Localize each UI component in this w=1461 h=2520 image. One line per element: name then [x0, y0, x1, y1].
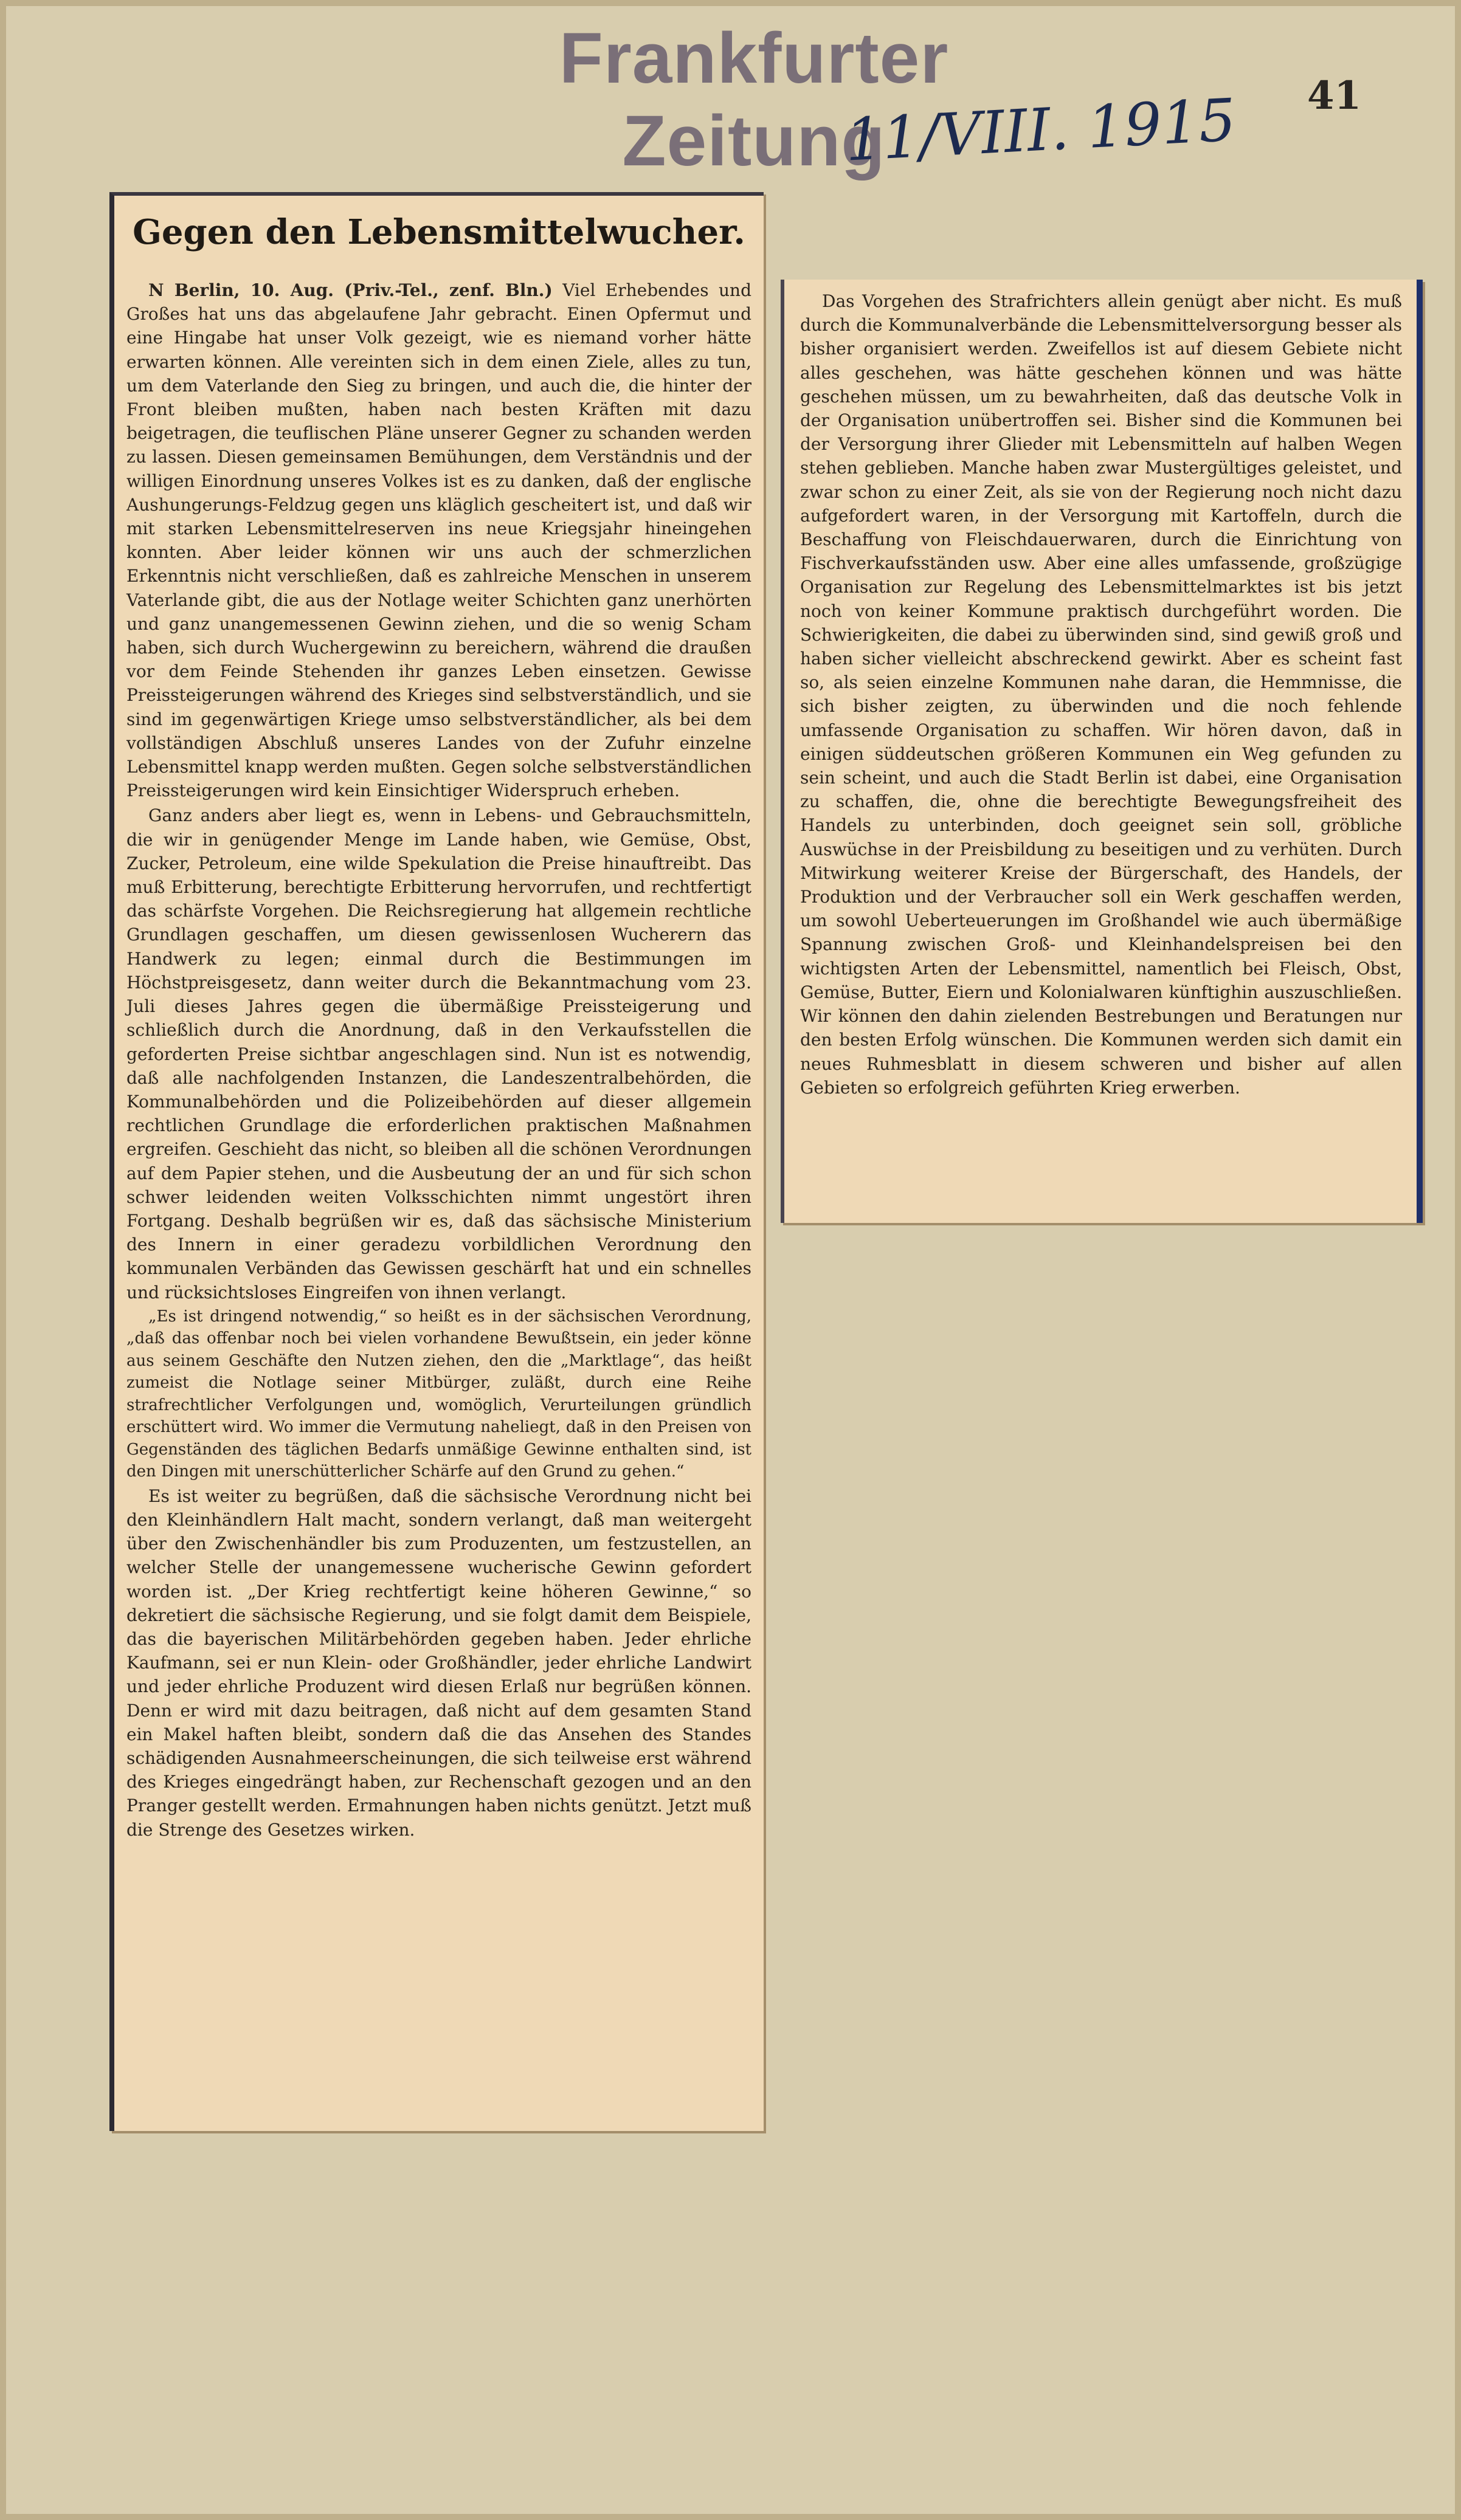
article-quote-paragraph: „Es ist dringend notwendig,“ so heißt es in der sächsischen Verordnung, „daß das offenbar noch bei vielen vorhandene Bewußtsein, ein jeder könne aus seinem Geschäfte den Nutzen ziehen, den die „Marktlage“, das heißt zumeist die Notlage seiner Mitbürger, zuläßt, durch eine Reihe strafrechtlicher Verfolgungen und, womöglich, Verurteilungen gründlich erschüttert wird. Wo immer die Vermutung naheliegt, daß in den Preisen von Gegenständen des täglichen Bedarfs unmäßige Gewinne enthalten sind, ist den Dingen mit unerschütterlicher Schärfe auf den Grund zu gehen.“ [126, 1307, 751, 1481]
newspaper-name-stamp: Frankfurter Zeitung [559, 18, 949, 181]
article-paragraph-2: Ganz anders aber liegt es, wenn in Lebens- und Gebrauchsmitteln, die wir in genügender Menge im Lande haben, wie Gemüse, Obst, Zucker, Petroleum, eine wilde Spekulation die Preise hinauftreibt. Das muß Erbitterung, berechtigte Erbitterung hervorrufen, und rechtfertigt das schärfste Vorgehen. Die Reichsregierung hat allgemein rechtliche Grundlagen geschaffen, um diesen gewissenlosen Wucherern das Handwerk zu legen; einmal durch die Bestimmungen im Höchstpreisgesetz, dann weiter durch die Bekanntmachung vom 23. Juli dieses Jahres gegen die übermäßige Preissteigerung und schließlich durch die Anordnung, daß in den Verkaufsstellen die geforderten Preise sichtbar angeschlagen sind. Nun ist es notwendig, daß alle nachfolgenden Instanzen, die Landeszentralbehörden, die Kommunalbehörden und die Polizeibehörden auf dieser allgemein rechtlichen Grundlage die erforderlichen praktischen Maßnahmen ergreifen. Geschieht das nicht, so bleiben all die schönen Verordnungen auf dem Papier stehen, und die Ausbeutung der an und für sich schon schwer leidenden weiten Volksschichten nimmt ungestört ihren Fortgang. Deshalb begrüßen wir es, daß das sächsische Ministerium des Innern in einer geradezu vorbildlichen Verordnung den kommunalen Verbänden das Gewissen geschärft hat und ein schnelles und rücksichtsloses Eingreifen von ihnen verlangt. [126, 805, 751, 1303]
clipping-left-column [109, 192, 764, 2131]
article-paragraph-1-text: Viel Erhebendes und Großes hat uns das abgelaufene Jahr gebracht. Einen Opfermut und eine Hingabe hat unser Volk gezeigt, wie es niemand vorher hätte erwarten können. Alle vereinten sich in dem einen Ziele, alles zu tun, um dem Vaterlande den Sieg zu bringen, und auch die, die hinter der Front bleiben mußten, haben nach besten Kräften mit dazu beigetragen, die teuflischen Pläne unserer Gegner zu schanden werden zu lassen. Diesen gemeinsamen Bemühungen, dem Verständnis und der willigen Einordnung unseres Volkes ist es zu danken, daß der englische Aushungerungs-Feldzug gegen uns kläglich gescheitert ist, und daß wir mit starken Lebensmittelreserven ins neue Kriegsjahr hineingehen konnten. Aber leider können wir uns auch der schmerzlichen Erkenntnis nicht verschließen, daß es zahlreiche Menschen in unserem Vaterlande gibt, die aus der Notlage weiter Schichten ganz unerhörten und ganz unangemessenen Gewinn ziehen, und die so wenig Scham haben, sich durch Wuchergewinn zu bereichern, während die draußen vor dem Feinde Stehenden ihr ganzes Leben einsetzen. Gewisse Preissteigerungen während des Krieges sind selbstverständlich, und sie sind im gegenwärtigen Kriege umso selbstverständlicher, als bei dem vollständigen Abschluß unseres Landes von der Zufuhr einzelne Lebensmittel knapp werden mußten. Gegen solche selbstverständlichen Preissteigerungen wird kein Einsichtiger Widerspruch erheben. [126, 280, 751, 801]
handwritten-date: 11/VIII. 1915 [843, 86, 1238, 174]
clipping-right-column [781, 280, 1423, 1223]
article-paragraph-1 [126, 278, 751, 802]
article-paragraph-4: Es ist weiter zu begrüßen, daß die sächsische Verordnung nicht bei den Kleinhändlern Halt macht, sondern verlangt, daß man weitergeht über den Zwischenhändler bis zum Produzenten, um festzustellen, an welcher Stelle der unangemessene wucherische Gewinn gefordert worden ist. „Der Krieg rechtfertigt keine höheren Gewinne,“ so dekretiert die sächsische Regierung, und sie folgt damit dem Beispiele, das die bayerischen Militärbehörden gegeben haben. Jeder ehrliche Kaufmann, sei er nun Klein- oder Großhändler, jeder ehrliche Landwirt und jeder ehrliche Produzent wird diesen Erlaß nur begrüßen können. Denn er wird mit dazu beitragen, daß nicht auf dem gesamten Stand ein Makel haften bleibt, sondern daß die das Ansehen des Standes schädigenden Ausnahmeerscheinungen, die sich teilweise erst während des Krieges eingedrängt haben, zur Rechenschaft gezogen und an den Pranger gestellt werden. Ermahnungen haben nichts genützt. Jetzt muß die Strenge des Gesetzes wirken. [126, 1485, 751, 1840]
article-paragraph-5: Das Vorgehen des Strafrichters allein genügt aber nicht. Es muß durch die Kommunalverbände die Lebensmittelversorgung besser als bisher organisiert werden. Zweifellos ist auf diesem Gebiete nicht alles geschehen, was hätte geschehen können und was hätte geschehen müssen, um zu bewahrheiten, daß das deutsche Volk in der Organisation unübertroffen sei. Bisher sind die Kommunen bei der Versorgung ihrer Glieder mit Lebensmitteln auf halben Wegen stehen geblieben. Manche haben zwar Mustergültiges geleistet, und zwar schon zu einer Zeit, als sie von der Regierung noch nicht dazu aufgefordert waren, in der Versorgung mit Kartoffeln, durch die Beschaffung von Fleischdauerwaren, durch die Einrichtung von Fischverkaufsständen usw. Aber eine alles umfassende, großzügige Organisation zur Regelung des Lebensmittelmarktes ist bis jetzt noch von keiner Kommune praktisch durchgeführt worden. Die Schwierigkeiten, die dabei zu überwinden sind, sind gewiß groß und haben sicher vielleicht abschreckend gewirkt. Aber es scheint fast so, als seien einzelne Kommunen nahe daran, die Hemmnisse, die sich bisher zeigten, zu überwinden und die noch fehlende umfassende Organisation zu schaffen. Wir hören davon, daß in einigen süddeutschen größeren Kommunen ein Weg gefunden zu sein scheint, und auch die Stadt Berlin ist dabei, eine Organisation zu schaffen, die, ohne die berechtigte Bewegungsfreiheit des Handels zu unterbinden, doch geeignet sein soll, gröbliche Auswüchse in der Preisbildung zu beseitigen und zu verhüten. Durch Mitwirkung weiterer Kreise der Bürgerschaft, des Handels, der Produktion und der Verbraucher soll ein Werk geschaffen werden, um sowohl Ueberteuerungen im Großhandel wie auch übermäßige Spannung zwischen Groß- und Kleinhandelspreisen bei den wichtigsten Arten der Lebensmittel, namentlich bei Fleisch, Obst, Gemüse, Butter, Eiern und Kolonialwaren künftighin auszuschließen. Wir können den dahin zielenden Bestrebungen und Beratungen nur den besten Erfolg wünschen. Die Kommunen werden sich damit ein neues Ruhmesblatt in diesem schweren und bisher auf allen Gebieten so erfolgreich geführten Krieg erwerben. [800, 291, 1402, 1098]
page-number: 41 [1307, 73, 1362, 119]
article-dateline: N Berlin, 10. Aug. (Priv.-Tel., zenf. Bln.) [148, 280, 553, 300]
article-headline: Gegen den Lebensmittelwucher. [133, 212, 745, 252]
